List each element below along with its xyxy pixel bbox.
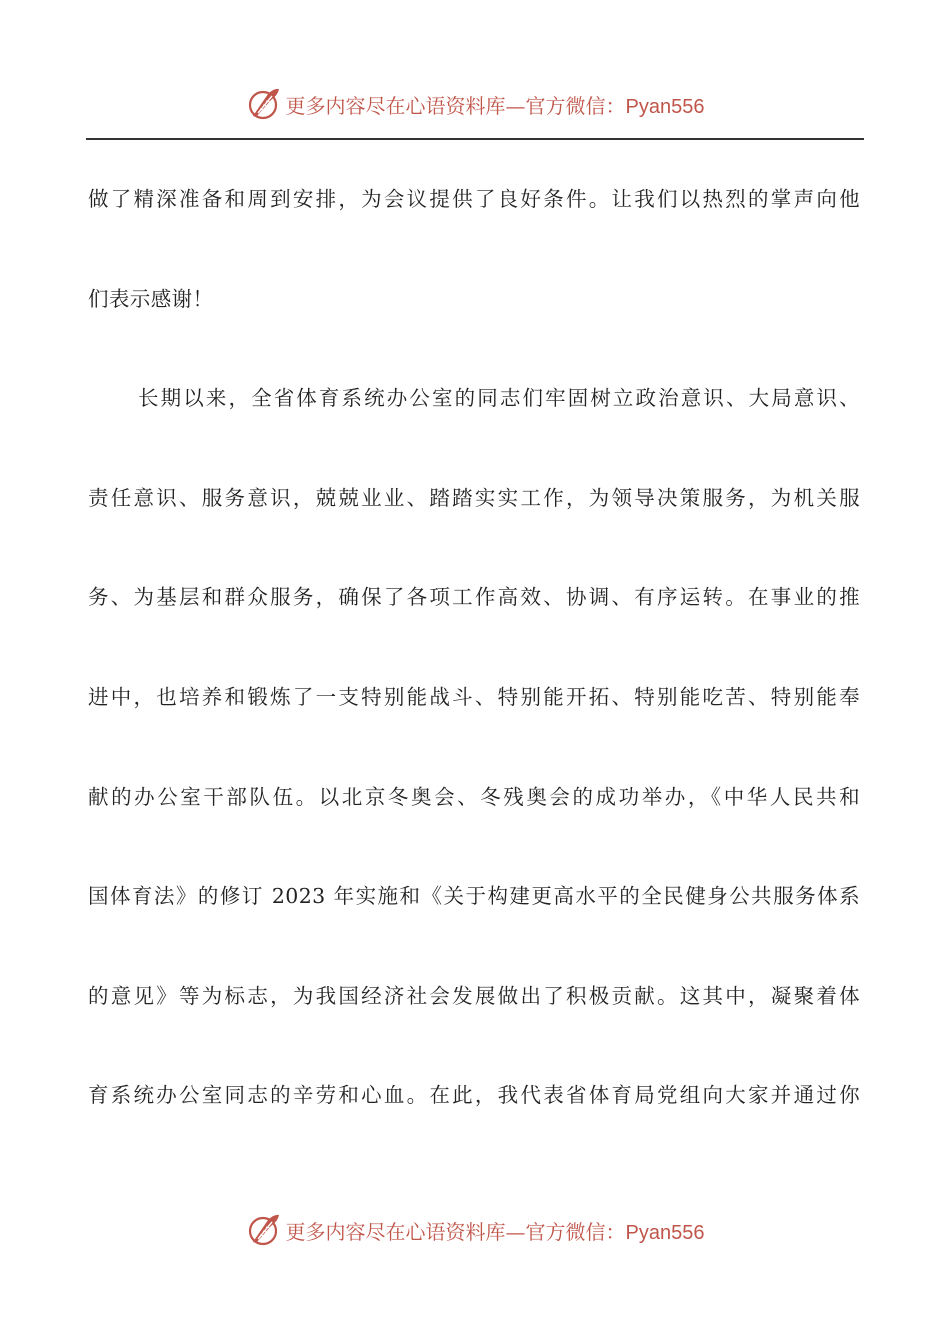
text-line: 国体育法》的修订 2023 年实施和《关于构建更高水平的全民健身公共服务体系 xyxy=(88,884,860,909)
text-line: 长期以来，全省体育系统办公室的同志们牢固树立政治意识、大局意识、 xyxy=(138,386,860,411)
header-divider xyxy=(86,138,864,140)
document-body xyxy=(88,150,860,1146)
quill-pen-logo-icon xyxy=(246,86,282,122)
text-line: 做了精深准备和周到安排，为会议提供了良好条件。让我们以热烈的掌声向他 xyxy=(88,187,860,211)
text-line: 进中，也培养和锻炼了一支特别能战斗、特别能开拓、特别能吃苦、特别能奉 xyxy=(88,684,860,709)
text-line: 的意见》等为标志，为我国经济社会发展做出了积极贡献。这其中，凝聚着体 xyxy=(88,983,860,1008)
text-line: 育系统办公室同志的辛劳和心血。在此，我代表省体育局党组向大家并通过你 xyxy=(88,1083,860,1108)
footer-banner xyxy=(0,1210,950,1250)
text-line: 责任意识、服务意识，兢兢业业、踏踏实实工作，为领导决策服务，为机关服 xyxy=(88,485,860,510)
header-banner xyxy=(0,84,950,124)
quill-pen-logo-icon xyxy=(246,1212,282,1248)
text-line: 献的办公室干部队伍。以北京冬奥会、冬残奥会的成功举办，《中华人民共和 xyxy=(88,784,860,809)
footer-brand-text: 更多内容尽在心语资料库—官方微信：Pyan556 xyxy=(285,1219,705,1244)
header-brand-text: 更多内容尽在心语资料库—官方微信：Pyan556 xyxy=(285,93,705,118)
footer-wechat-id: Pyan556 xyxy=(625,1221,705,1244)
text-line: 们表示感谢！ xyxy=(88,286,214,311)
header-wechat-id: Pyan556 xyxy=(625,95,705,118)
text-line: 务、为基层和群众服务，确保了各项工作高效、协调、有序运转。在事业的推 xyxy=(88,585,860,610)
